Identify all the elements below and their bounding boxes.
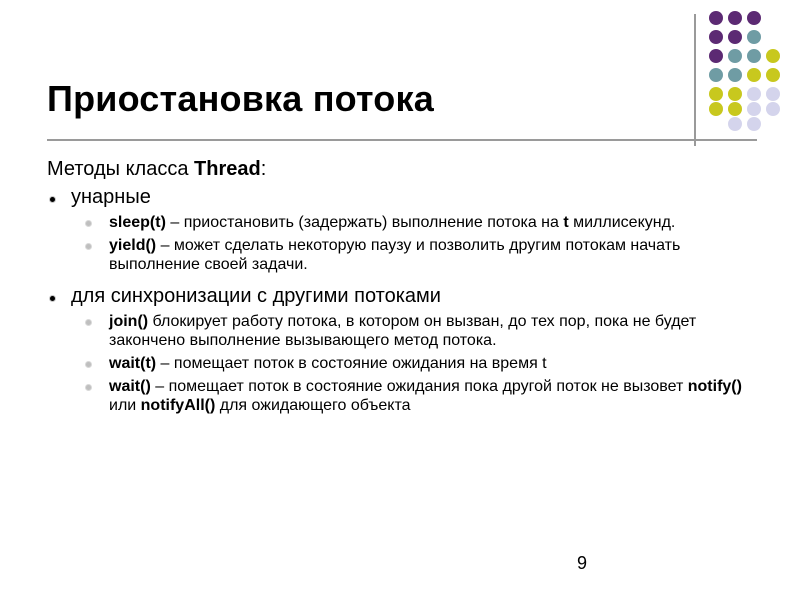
decorative-dot (766, 102, 780, 116)
bullet-icon (49, 196, 56, 203)
decorative-dot (728, 87, 742, 101)
list-item (47, 213, 747, 232)
section-unary (47, 185, 747, 209)
bullet-icon (85, 319, 92, 326)
decorative-dot (709, 11, 723, 25)
method-description: – помещает поток в состояние ожидания на время t (156, 355, 547, 372)
method-name: yield() (109, 237, 157, 254)
intro-text: Методы класса (47, 158, 195, 180)
decorative-dot (766, 68, 780, 82)
vertical-divider (694, 14, 696, 146)
method-name: wait() (109, 378, 151, 395)
decorative-dot (728, 49, 742, 63)
bullet-icon (85, 243, 92, 250)
decorative-dot (728, 11, 742, 25)
bullet-icon (49, 295, 56, 302)
bullet-icon (85, 220, 92, 227)
section-sync (47, 284, 747, 308)
method-description: – приостановить (задержать) выполнение потока на (165, 214, 564, 231)
intro-class-name: Thread (194, 158, 261, 180)
decorative-dot (709, 68, 723, 82)
decorative-dot (709, 49, 723, 63)
decorative-dot (747, 117, 761, 131)
method-description-tail: миллисекунд. (568, 214, 676, 231)
method-description: – может сделать некоторую паузу и позволить другим потокам начать выполнение своей задачи. (109, 237, 681, 273)
decorative-dot (747, 30, 761, 44)
bullet-icon (85, 384, 92, 391)
list-item (47, 312, 747, 350)
intro-colon: : (260, 158, 267, 180)
intro-line (47, 157, 747, 181)
decorative-dot (709, 87, 723, 101)
list-item (47, 236, 747, 274)
decorative-dot (728, 117, 742, 131)
decorative-dot (728, 68, 742, 82)
method-description: блокирует работу потока, в котором он вызван, до тех пор, пока не будет закончено выполнение вызывающего метод потока. (109, 313, 697, 349)
decorative-dot (709, 30, 723, 44)
list-item (47, 354, 747, 373)
decorative-dot (747, 102, 761, 116)
method-name-notify: notify() (687, 378, 742, 395)
page-number: 9 (577, 553, 588, 573)
method-description-tail: для ожидающего объекта (215, 397, 411, 414)
section-label: для синхронизации с другими потоками (71, 285, 441, 307)
method-name-notifyall: notifyAll() (140, 397, 216, 414)
slide-title: Приостановка потока (47, 78, 434, 119)
method-name: wait(t) (109, 355, 157, 372)
decorative-dot (747, 68, 761, 82)
title-underline (47, 139, 757, 141)
decorative-dot (709, 102, 723, 116)
bullet-icon (85, 361, 92, 368)
list-item (47, 377, 747, 415)
method-description-mid: или (109, 397, 141, 414)
decorative-dot (728, 30, 742, 44)
method-description: – помещает поток в состояние ожидания пока другой поток не вызовет (150, 378, 688, 395)
method-param: t (563, 214, 569, 231)
method-name: sleep(t) (109, 214, 166, 231)
decorative-dot (747, 87, 761, 101)
section-label: унарные (71, 186, 151, 208)
method-name: join() (109, 313, 149, 330)
decorative-dot (766, 49, 780, 63)
decorative-dot (747, 11, 761, 25)
decorative-dot (728, 102, 742, 116)
decorative-dot (766, 87, 780, 101)
decorative-dot (747, 49, 761, 63)
slide-body (47, 157, 747, 415)
